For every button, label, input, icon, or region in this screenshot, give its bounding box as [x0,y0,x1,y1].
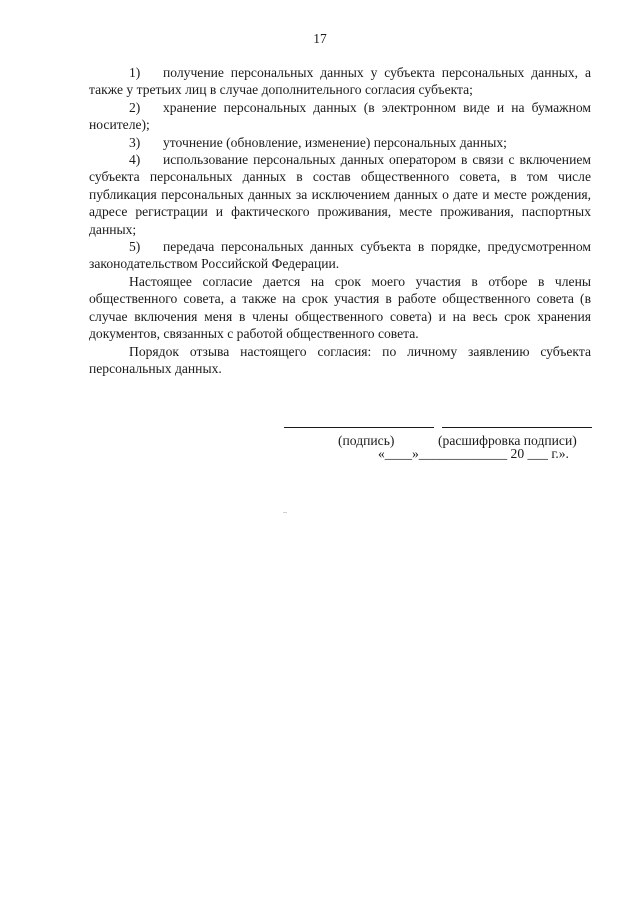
item-text: хранение персональных данных (в электронном виде и на бумажном носителе); [89,99,591,133]
consent-term-paragraph: Настоящее согласие дается на срок моего участия в отборе в члены общественного совета, а также на срок участия в работе общественного совета (в случае включения меня в члены общественного совета) и на весь срок хранения документов, связанных с работой общественного совета. [89,273,591,342]
signature-decode-caption: (расшифровка подписи) [438,433,577,448]
list-item [89,151,591,238]
list-item [89,99,591,134]
item-text: передача персональных данных субъекта в порядке, предусмотренном законодательством Российской Федерации. [89,239,591,272]
revocation-paragraph: Порядок отзыва настоящего согласия: по личному заявлению субъекта персональных данных. [89,343,591,376]
signature-decode-line [442,427,592,428]
document-body [89,64,591,377]
item-number: 3) [129,134,141,150]
item-text: получение персональных данных у субъекта персональных данных, а также у третьих лиц в случае дополнительного согласия субъекта; [89,65,591,98]
item-number: 1) [129,65,141,80]
item-number: 4) [129,152,141,168]
list-item [89,134,591,151]
signature-line [284,427,434,428]
scan-speck [283,512,287,513]
date-line: «____»_____________ 20 ___ г.». [378,446,569,461]
list-item [89,64,591,99]
list-item [89,238,591,273]
item-text: использование персональных данных оператором в связи с включением субъекта персональных данных в состав общественного совета, в том числе публикация персональных данных за исключением данных о дате и месте рождения, адресе регистрации и фактического проживания, месте проживания, паспортных данных; [89,152,591,237]
item-number: 2) [129,99,141,115]
page-number: 17 [313,31,327,46]
item-number: 5) [129,239,141,255]
signature-lines [280,416,592,430]
signature-caption: (подпись) [338,433,395,448]
item-text: уточнение (обновление, изменение) персональных данных; [163,134,507,150]
